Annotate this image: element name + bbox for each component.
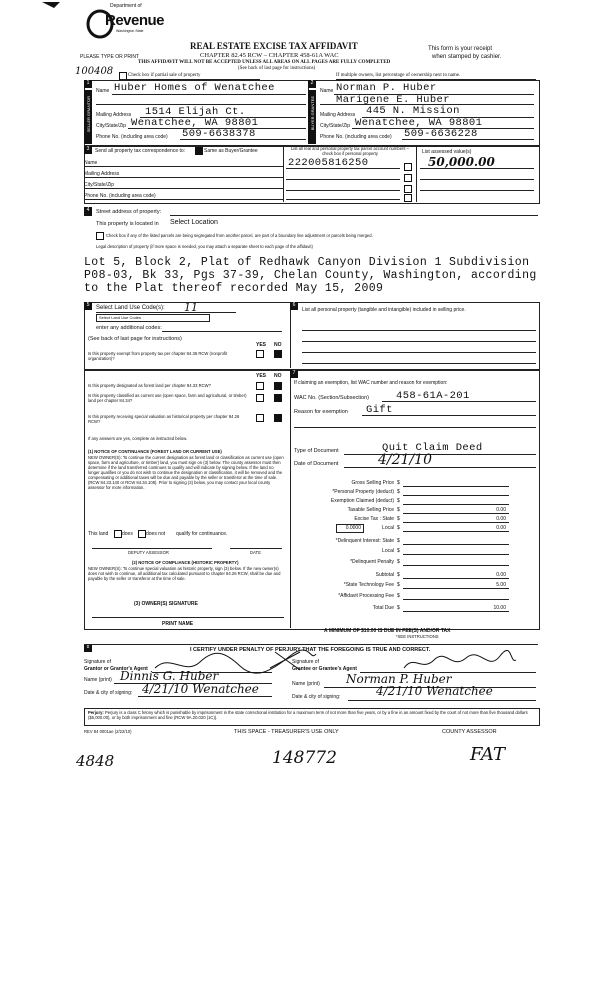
handwritten-fat: FAT	[470, 744, 505, 765]
buyer-side-label: BUYER GRANTEE	[310, 96, 315, 131]
excise-state-currency: $	[397, 516, 400, 522]
yes-header-1: YES	[256, 342, 267, 348]
exemption-claimed-label: Exemption Claimed (deduct)	[330, 498, 394, 504]
form-chapter: CHAPTER 82.45 RCW – CHAPTER 458-61A WAC	[200, 52, 339, 59]
forest-yes-checkbox[interactable]	[256, 382, 264, 390]
section-6-badge: 6	[290, 302, 298, 310]
gross-label: Gross Selling Price	[351, 480, 394, 486]
segregation-checkbox[interactable]	[96, 232, 104, 240]
total-due-value[interactable]: 10.00	[493, 605, 506, 611]
seller-name[interactable]: Huber Homes of Wenatchee	[114, 82, 275, 94]
buyer-phone[interactable]: 509-6636228	[404, 128, 478, 140]
notice-2-body: NEW OWNER(S): To continue special valuation as historic property, sign (3) below. If the new owner(s) does not wish to continue, all additional tax calculated pursuant to chapter 84.26 RCW, shall be due and payable by the seller or transferor at the time of sale.	[88, 566, 281, 581]
certify-statement: I CERTIFY UNDER PENALTY OF PERJURY THAT THE FOREGOING IS TRUE AND CORRECT.	[190, 647, 431, 653]
legal-line-2[interactable]: P08-03, Bk 33, Pgs 37-39, Chelan County, Washington, according	[84, 269, 537, 282]
logo-dept: Department of	[110, 3, 142, 9]
handwritten-4848: 4848	[76, 752, 115, 770]
no-header-1: NO	[274, 342, 282, 348]
taxable-value[interactable]: 0.00	[496, 507, 506, 513]
buyer-phone-label: Phone No. (including area code)	[320, 134, 392, 140]
exempt-yes-checkbox[interactable]	[256, 350, 264, 358]
exemption-claimed-line	[403, 504, 509, 505]
same-as-buyer-checkbox[interactable]	[195, 147, 203, 155]
print-name-label: PRINT NAME	[162, 621, 194, 627]
reason-label: Reason for exemption	[294, 409, 348, 415]
total-due-label: Total Due	[372, 605, 394, 611]
section-8-badge: 8	[84, 644, 92, 652]
grantor-date-label: Date & city of signing:	[84, 690, 133, 696]
perjury-text	[88, 710, 534, 720]
doc-type-label: Type of Document	[294, 448, 339, 454]
exempt-no-checkbox[interactable]	[274, 350, 282, 358]
total-due-line	[403, 611, 509, 612]
seller-name-label: Name	[96, 88, 110, 94]
legal-line-1[interactable]: Lot 5, Block 2, Plat of Redhawk Canyon Division 1 Subdivision	[84, 256, 530, 269]
see-instructions-note: *SEE INSTRUCTIONS	[396, 634, 439, 639]
buyer-city-label: City/State/Zip	[320, 123, 351, 129]
yes-header-2: YES	[256, 373, 267, 379]
seller-mailing[interactable]: 1514 Elijah Ct.	[145, 106, 246, 118]
same-as-buyer-label: Same as Buyer/Grantee	[204, 148, 258, 154]
section-7-badge: 7	[290, 370, 298, 378]
parcel-personal-checkbox-3[interactable]	[404, 185, 412, 193]
please-type: PLEASE TYPE OR PRINT	[80, 54, 140, 60]
subtotal-value[interactable]: 0.00	[496, 572, 506, 578]
form-rev: REV 84 0001ae (2/22/10)	[84, 729, 132, 734]
delinquent-penalty-line	[403, 565, 509, 566]
grantor-sig-of: Signature of	[84, 659, 111, 665]
land-use-see-back: (See back of last page for instructions)	[88, 336, 182, 342]
land-use-dropdown-text: Select Land Use Codes	[99, 315, 142, 320]
parcel-personal-checkbox-4[interactable]	[404, 194, 412, 202]
perjury-body: Perjury is a class C felony which is punishable by imprisonment in the state correctional institution for a maximum term of not more than five years, or by a fine in an amount fixed by the court of not more than five thousand dollars ($5,000.00), or by both imprisonment and fine (RCW 9A.20.020 (1C)).	[88, 710, 528, 720]
corr-name-label: Name	[84, 160, 98, 166]
personal-property-currency: $	[397, 489, 400, 495]
grantor-name[interactable]: Dinnis G. Huber	[120, 669, 219, 683]
seller-mailing-label: Mailing Address	[96, 112, 132, 118]
segregation-label: Check box if any of the listed parcels are being segregated from another parcel, are part of a boundary line adjustment or parcels being merged.	[106, 233, 373, 238]
section-4-badge: 4	[84, 207, 92, 216]
doc-date-value[interactable]: 4/21/10	[378, 452, 432, 468]
excise-local-label: Local	[382, 525, 394, 531]
total-due-currency: $	[397, 605, 400, 611]
exemption-claimed-currency: $	[397, 498, 400, 504]
grantee-name-label: Name (print)	[292, 681, 320, 687]
wac-value[interactable]: 458-61A-201	[396, 390, 470, 402]
parcel-personal-checkbox-1[interactable]	[404, 163, 412, 171]
grantor-name-label: Name (print)	[84, 677, 112, 683]
buyer-name-2[interactable]: Marigene E. Huber	[336, 94, 450, 106]
subtotal-line	[403, 578, 509, 579]
revenue-logo	[86, 2, 165, 42]
tech-fee-line	[403, 588, 509, 589]
does-not-qualify-checkbox[interactable]	[138, 530, 146, 538]
grantor-agent-label: Grantor or Grantor's Agent	[84, 666, 148, 672]
taxable-label: Taxable Selling Price	[347, 507, 394, 513]
parcel-number[interactable]: 222005816250	[288, 157, 369, 169]
wac-label: WAC No. (Section/Subsection)	[294, 395, 369, 401]
notice-1-body: NEW OWNER(S): To continue the current designation as forest land or classification as current use (open space, farm and agriculture, or timber) land, you must sign on (3) below. The county assessor must then determine if the land transferred continues to qualify and will indicate by signing below. If the land no longer qualifies or you do not wish to continue the designation or classification, it will be removed and the compensating or additional taxes will be due and payable by the seller or transferor at the time of sale. (RCW 84.33.140 or RCW 84.34.108). Prior to signing (3) below, you may contact your local county assessor for more information.	[88, 455, 284, 490]
delinquent-local-label: Local	[382, 548, 394, 554]
taxable-line	[403, 513, 509, 514]
receipt-note-1: This form is your receipt	[428, 46, 493, 52]
date-label: DATE	[250, 550, 261, 555]
current-use-no-checkbox[interactable]	[274, 394, 282, 402]
seller-phone[interactable]: 509-6638378	[182, 128, 256, 140]
delinquent-local-line	[403, 554, 509, 555]
corner-mark-icon	[40, 0, 64, 10]
grantee-date-city[interactable]: 4/21/10 Wenatchee	[376, 684, 493, 698]
historic-no-checkbox[interactable]	[274, 414, 282, 422]
county-assessor-note: COUNTY ASSESSOR	[442, 729, 497, 735]
claim-exemption-label: If claiming an exemption, list WAC number and reason for exemption:	[294, 380, 448, 386]
personal-property-label: List all personal property (tangible and intangible) included in selling price.	[302, 307, 466, 313]
form-see-back: (See back of last page for instructions)	[238, 66, 316, 71]
does-label: does	[122, 531, 133, 537]
doc-date-label: Date of Document	[294, 461, 339, 467]
local-rate-box[interactable]: 0.0000	[336, 524, 364, 533]
delinquent-interest-currency: $	[397, 538, 400, 544]
buyer-name-1[interactable]: Norman P. Huber	[336, 82, 437, 94]
forest-question: Is this property designated as forest land per chapter 84.33 RCW?	[88, 383, 211, 388]
delinquent-interest-line	[403, 544, 509, 545]
buyer-mailing-label: Mailing Address	[320, 112, 356, 118]
taxable-currency: $	[397, 507, 400, 513]
logo-word: Revenue	[105, 12, 165, 29]
does-qualify-checkbox[interactable]	[114, 530, 122, 538]
owner-signature-label: (3) OWNER(S) SIGNATURE	[134, 601, 198, 607]
grantor-date-city[interactable]: 4/21/10 Wenatchee	[142, 682, 259, 696]
exempt-question: Is this property exempt from property tax per chapter 84.36 RCW (nonprofit organization)?	[88, 351, 228, 361]
grantee-agent-label: Grantee or Grantee's Agent	[292, 666, 357, 672]
seller-city-label: City/State/Zip	[96, 123, 127, 129]
excise-local-value[interactable]: 0.00	[496, 525, 506, 531]
deputy-assessor-label: DEPUTY ASSESSOR	[128, 550, 169, 555]
current-use-question: Is this property classified as current use (open space, farm and agricultural, or timber) land per chapter 84.34?	[88, 393, 247, 403]
no-header-2: NO	[274, 373, 282, 379]
legal-line-3[interactable]: to the Plat thereof recorded May 15, 2009	[84, 282, 384, 295]
gross-line	[403, 486, 509, 487]
notice-2-title: (2) NOTICE OF COMPLIANCE (HISTORIC PROPERTY)	[132, 560, 239, 565]
subtotal-currency: $	[397, 572, 400, 578]
handwritten-148772: 148772	[272, 748, 337, 768]
partial-sale-label: Check box if partial sale of property	[128, 73, 201, 78]
buyer-city[interactable]: Wenatchee, WA 98801	[355, 117, 483, 129]
logo-sub: Washington State	[116, 29, 144, 33]
treasurer-note: THIS SPACE - TREASURER'S USE ONLY	[234, 729, 339, 735]
reason-value[interactable]: Gift	[366, 404, 393, 416]
excise-local-line	[403, 531, 509, 532]
street-label: Street address of property:	[96, 209, 162, 215]
delinquent-interest-label: *Delinquent Interest: State	[335, 538, 394, 544]
seller-side-label: SELLER GRANTOR	[86, 96, 91, 133]
tech-fee-label: *State Technology Fee	[343, 582, 394, 588]
section-1-badge: 1	[84, 80, 92, 88]
form-title: REAL ESTATE EXCISE TAX AFFIDAVIT	[190, 41, 358, 51]
assessed-header: List assessed value(s)	[422, 149, 472, 155]
minimum-note: A MINIMUM OF $10.00 IS DUE IN FEE(S) AND/OR TAX	[324, 628, 451, 634]
corr-city-label: City/State/Zip	[84, 182, 115, 188]
delinquent-penalty-currency: $	[397, 559, 400, 565]
excise-local-currency: $	[397, 525, 400, 531]
if-yes-note: If any answers are yes, complete as instructed below.	[88, 436, 188, 441]
buyer-mailing[interactable]: 445 N. Mission	[366, 105, 460, 117]
section-5-badge: 5	[84, 302, 92, 310]
form-warning: THIS AFFIDAVIT WILL NOT BE ACCEPTED UNLESS ALL AREAS ON ALL PAGES ARE FULLY COMPLETED	[138, 60, 391, 65]
forest-no-checkbox[interactable]	[274, 382, 282, 390]
land-use-code[interactable]: 11	[184, 301, 198, 314]
excise-state-line	[403, 522, 509, 523]
grantee-name[interactable]: Norman P. Huber	[346, 672, 452, 686]
delinquent-penalty-label: *Delinquent Penalty	[350, 559, 394, 565]
tech-fee-currency: $	[397, 582, 400, 588]
multiple-owners-note: If multiple owners, list percentage of ownership next to name.	[336, 73, 461, 78]
grantee-sig-of: Signature of	[292, 659, 319, 665]
delinquent-local-currency: $	[397, 548, 400, 554]
seller-phone-label: Phone No. (including area code)	[96, 134, 168, 140]
tech-fee-value[interactable]: 5.00	[496, 582, 506, 588]
receipt-note-2: when stamped by cashier.	[432, 54, 502, 60]
seller-city[interactable]: Wenatchee, WA 98801	[131, 117, 259, 129]
parcel-header: List all real and personal property tax parcel account numbers – check box if personal property	[290, 146, 409, 156]
this-land-label: This land	[88, 531, 109, 537]
located-select[interactable]: Select Location	[170, 219, 218, 226]
subtotal-label: Subtotal	[375, 572, 394, 578]
legal-label: Legal description of property (if more space is needed, you may attach a separate sheet to each page of the affidavit)	[96, 244, 313, 249]
handwritten-number: 100408	[75, 66, 114, 77]
historic-yes-checkbox[interactable]	[256, 414, 264, 422]
additional-codes-label: enter any additional codes:	[96, 325, 162, 331]
assessed-value[interactable]: 50,000.00	[428, 155, 495, 169]
historic-question: Is this property receiving special valuation as historical property per chapter 84.26 RCW?	[88, 414, 240, 424]
corr-phone-label: Phone No. (including area code)	[84, 193, 156, 199]
notice-1-title: (1) NOTICE OF CONTINUANCE (FOREST LAND OR CURRENT USE)	[88, 449, 222, 454]
personal-property-label: *Personal Property (deduct)	[332, 489, 394, 495]
current-use-yes-checkbox[interactable]	[256, 394, 264, 402]
section-2-badge: 2	[308, 80, 316, 88]
excise-state-label: Excise Tax : State	[354, 516, 394, 522]
send-correspondence-label: Send all property tax correspondence to:	[95, 148, 186, 154]
perjury-label: Perjury:	[88, 710, 104, 715]
land-use-label: Select Land Use Code(s):	[96, 305, 165, 311]
corr-mailing-label: Mailing Address	[84, 171, 120, 177]
affidavit-fee-currency: $	[397, 593, 400, 599]
does-not-label: does not	[146, 531, 166, 537]
section-3-badge: 3	[84, 146, 92, 154]
qualify-label: qualify for continuance.	[176, 531, 228, 537]
doc-type-value[interactable]: Quit Claim Deed	[382, 442, 483, 454]
grantee-date-label: Date & city of signing:	[292, 694, 341, 700]
gross-currency: $	[397, 480, 400, 486]
affidavit-fee-line	[403, 599, 509, 600]
located-label: This property is located in	[96, 221, 159, 227]
affidavit-fee-label: *Affidavit Processing Fee	[338, 593, 394, 599]
parcel-personal-checkbox-2[interactable]	[404, 174, 412, 182]
land-use-dropdown[interactable]	[96, 314, 210, 322]
buyer-name-label: Name	[320, 88, 334, 94]
personal-property-line	[403, 495, 509, 496]
excise-state-value[interactable]: 0.00	[496, 516, 506, 522]
